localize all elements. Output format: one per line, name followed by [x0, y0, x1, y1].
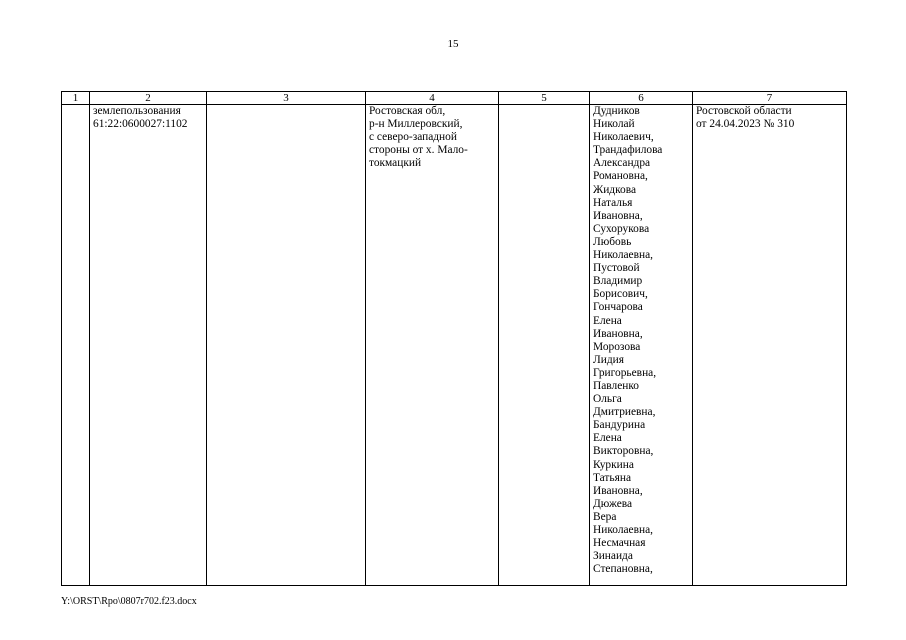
cell-land-use: землепользования 61:22:0600027:1102	[90, 105, 207, 586]
table-header-row	[62, 92, 847, 105]
column-header: 1	[62, 92, 90, 105]
column-header: 4	[366, 92, 499, 105]
page-number: 15	[447, 38, 459, 50]
column-header: 3	[207, 92, 366, 105]
cell-decree: Ростовской области от 24.04.2023 № 310	[693, 105, 847, 586]
table-row	[62, 105, 847, 586]
column-header: 7	[693, 92, 847, 105]
data-table	[61, 91, 847, 586]
cell-col5	[499, 105, 590, 586]
cell-col3	[207, 105, 366, 586]
cell-location: Ростовская обл, р-н Миллеровский, с северо-западной стороны от х. Мало- токмацкий	[366, 105, 499, 586]
cell-number	[62, 105, 90, 586]
cell-owners: Дудников Николай Николаевич, Трандафилова Александра Романовна, Жидкова Наталья Ивановна, Сухорукова Любовь Николаевна, Пустовой Владимир Борисович, Гончарова Елена Ивановна, Морозова Лидия Григорьевна, Павленко Ольга Дмитриевна, Бандурина Елена Викторовна, Куркина Татьяна Ивановна, Дюжева Вера Николаевна, Несмачная Зинаида Степановна,	[590, 105, 693, 586]
column-header: 5	[499, 92, 590, 105]
column-header: 2	[90, 92, 207, 105]
column-header: 6	[590, 92, 693, 105]
footer-file-path: Y:\ORST\Rpo\0807r702.f23.docx	[61, 596, 197, 607]
